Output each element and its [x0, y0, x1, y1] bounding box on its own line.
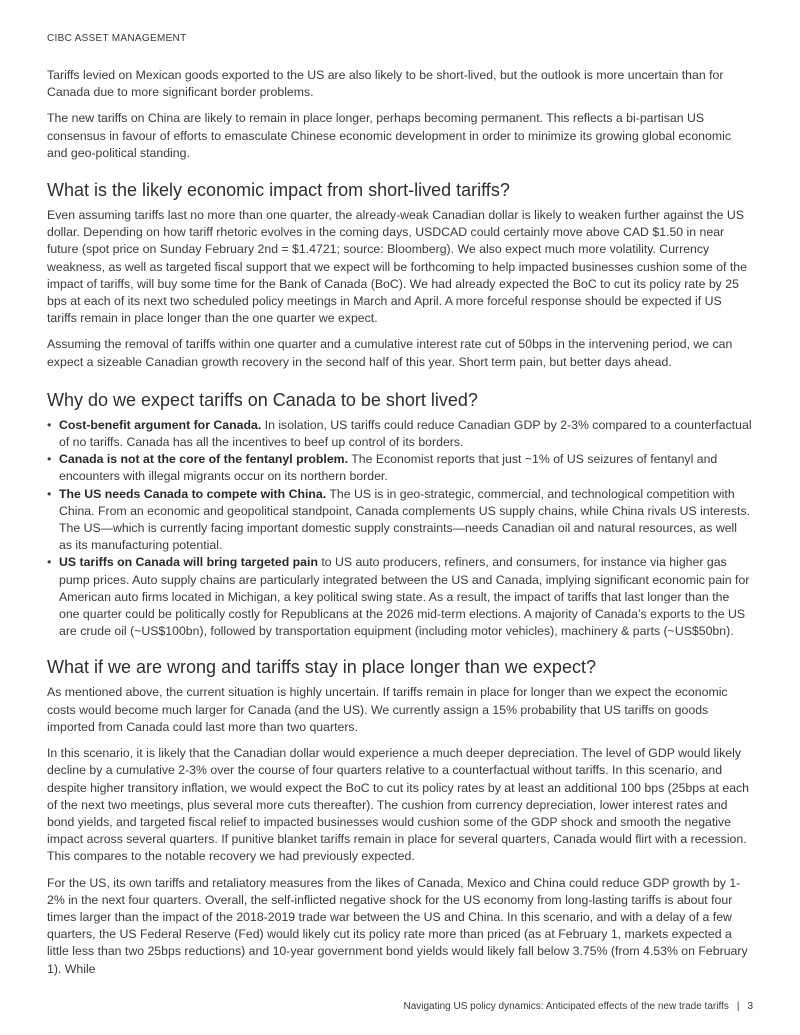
section-heading-why-short-lived: Why do we expect tariffs on Canada to be short lived? [47, 389, 478, 410]
page-number: 3 [747, 1001, 753, 1012]
bullet-text: The US is in geo-strategic, commercial, and technological competition with China. From an economic and geopolitical standpoint, Canada complements US supply chains, while China rivals US interests. The US—which is currently facing important domestic supply constraints—needs Canadian oil and natural resources, as well as its manufacturing potential. [59, 486, 751, 553]
bullet-text: In isolation, US tariffs could reduce Canadian GDP by 2-3% compared to a counterfactual of no tariffs. Canada has all the incentives to beef up control of its borders. [59, 417, 752, 450]
bullet-lead: US tariffs on Canada will bring targeted pain [59, 555, 318, 570]
footer-separator: | [736, 1001, 740, 1012]
section3-paragraph-1: As mentioned above, the current situation is highly uncertain. If tariffs remain in place for longer than we expect the economic costs would become much larger for Canada (and the US). We currently assign a 15% probability that US tariffs on goods imported from Canada could last more than two quarters. [47, 685, 728, 734]
bullet-item [47, 554, 753, 640]
document-body [47, 67, 753, 987]
running-header: CIBC ASSET MANAGEMENT [47, 33, 187, 44]
section1-paragraph-2: Assuming the removal of tariffs within one quarter and a cumulative interest rate cut of 50bps in the intervening period, we can expect a sizeable Canadian growth recovery in the second half of this year. Short term pain, but better days ahead. [47, 337, 733, 369]
section-heading-short-lived-impact: What is the likely economic impact from short-lived tariffs? [47, 180, 510, 201]
section3-paragraph-3: For the US, its own tariffs and retaliatory measures from the likes of Canada, Mexico and China could reduce GDP growth by 1-2% in the next four quarters. Overall, the self-inflicted negative shock for the US economy from long-lasting tariffs is about four times larger than the impact of the 2018-2019 trade war between the US and China. In this scenario, and with a delay of a few quarters, the US Federal Reserve (Fed) would likely cut its policy rate more than priced (as at February 1, markets expected a little less than two 25bps reductions) and 10-year government bond yields would likely fall below 3.75% (from 4.53% on February 1). While [47, 875, 748, 976]
section3-paragraph-2: In this scenario, it is likely that the Canadian dollar would experience a much deeper depreciation. The level of GDP would likely decline by a cumulative 2-3% over the course of four quarters relative to a counterfactual without tariffs. In this scenario, and despite higher transitory inflation, we would expect the BoC to cut its policy rates by at least an additional 100 bps (25bps at each of the next two meetings, plus several more cuts thereafter). The cushion from currency depreciation, lower interest rates and bond yields, and targeted fiscal relief to impacted businesses would cushion some of the GDP shock and smooth the negative impact across several quarters. If punitive blanket tariffs remain in place for several quarters, Canada would flirt with a recession. This compares to the notable recovery we had previously expected. [47, 746, 750, 864]
intro-paragraph-mexico: Tariffs levied on Mexican goods exported to the US are also likely to be short-lived, but the outlook is more uncertain than for Canada due to more significant border problems. [47, 68, 724, 100]
bullet-lead: The US needs Canada to compete with China. [59, 486, 327, 501]
bullet-item [47, 451, 753, 485]
intro-paragraph-china: The new tariffs on China are likely to remain in place longer, perhaps becoming permanent. This reflects a bi-partisan US consensus in favour of efforts to emasculate Chinese economic development in order to minimize its growing global economic and geo-political standing. [47, 111, 731, 160]
page-footer [403, 1001, 753, 1012]
bullet-text: The Economist reports that just ~1% of US seizures of fentanyl and encounters with illegal migrants occur on its northern border. [59, 452, 718, 484]
bullet-item [47, 486, 753, 555]
bullet-item [47, 417, 753, 451]
footer-document-title: Navigating US policy dynamics: Anticipated effects of the new trade tariffs [403, 1001, 729, 1012]
bullet-lead: Canada is not at the core of the fentanyl problem. [59, 452, 349, 467]
section1-paragraph-1: Even assuming tariffs last no more than one quarter, the already-weak Canadian dollar is likely to weaken further against the US dollar. Depending on how tariff rhetoric evolves in the coming days, USDCAD could certainly move above CAD $1.50 in near future (spot price on Sunday February 2nd = $1.4721; source: Bloomberg). We also expect much more volatility. Currency weakness, as well as targeted fiscal support that we expect will be forthcoming to help impacted businesses cushion some of the impact of tariffs, will buy some time for the Bank of Canada (BoC). We had already expected the BoC to cut its policy rate by 25 bps at each of its next two scheduled policy meetings in March and April. A more forceful response should be expected if US tariffs remain in place longer than the one quarter we expect. [47, 208, 747, 326]
bullet-lead: Cost-benefit argument for Canada. [59, 417, 262, 432]
bullet-text: to US auto producers, refiners, and consumers, for instance via higher gas pump prices. Auto supply chains are particularly integrated between the US and Canada, implying significant economic pain for American auto firms located in Michigan, a key political swing state. As a result, the impact of tariffs that last longer than the one quarter could be politically costly for Republicans at the 2026 mid-term elections. A majority of Canada’s exports to the US are crude oil (~US$100bn), followed by transportation equipment (including motor vehicles), machinery & parts (~US$50bn). [59, 555, 750, 639]
section-heading-longer-tariffs: What if we are wrong and tariffs stay in place longer than we expect? [47, 657, 596, 678]
reasons-bullet-list [47, 417, 753, 641]
